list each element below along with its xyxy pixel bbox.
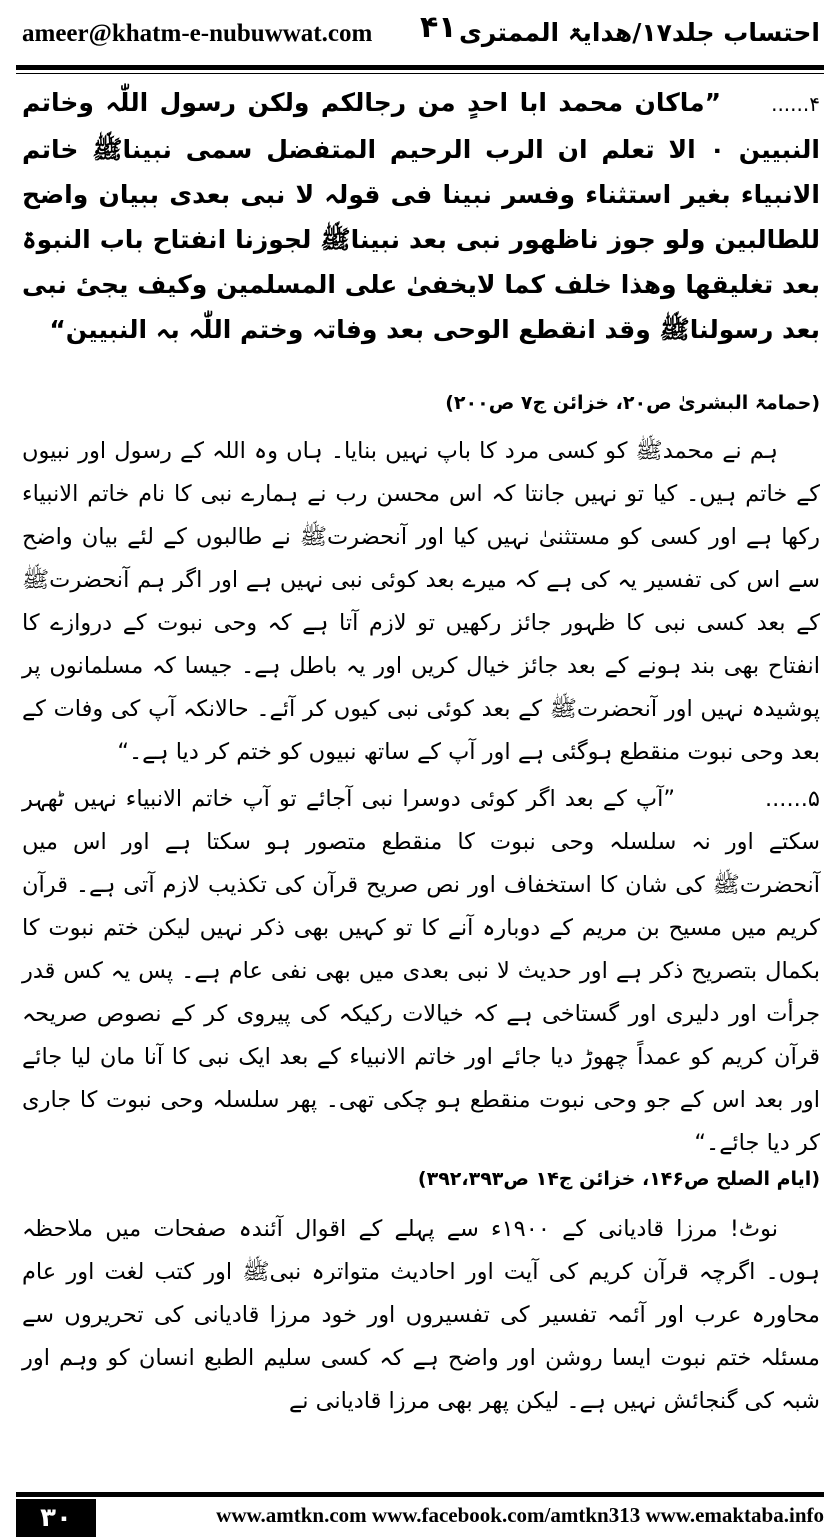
citation-1: (حمامۃ البشریٰ ص۲۰، خزائن ج۷ ص۲۰۰) [445,392,820,414]
urdu-paragraph-1-text: ہم نے محمدﷺ کو کسی مرد کا باپ نہیں بنایا۔ ہاں وہ اللہ کے رسول اور نبیوں کے خاتم ہیں۔ کیا تو نہیں جانتا کہ اس محسن رب نے ہمارے نبی کا نام خاتم الانبیاء رکھا ہے اور کسی کو مستثنیٰ نہیں کیا اور آنحضرتﷺ نے طالبوں کے لئے بیان واضح سے اس کی تفسیر یہ کی ہے کہ میرے بعد کوئی نبی نہیں ہے اور اگر ہم آنحضرتﷺ کے بعد کسی نبی کا ظہور جائز رکھیں تو لازم آتا ہے کہ وحی نبوت کے دروازے کا انفتاح بھی بند ہونے کے بعد جائز خیال کریں اور یہ باطل ہے۔ جیسا کہ مسلمانوں پر پوشیدہ نہیں اور آنحضرتﷺ کے بعد کوئی نبی کیوں کر آئے۔ حالانکہ آپ کی وفات کے بعد وحی نبوت منقطع ہوگئی ہے اور آپ کے ساتھ نبیوں کو ختم کر دیا ہے۔“ [22,438,820,765]
header-email[interactable]: ameer@khatm-e-nubuwwat.com [22,20,373,47]
header-rule-thick [16,65,824,70]
footer-links[interactable]: www.amtkn.com www.facebook.com/amtkn313 www.emaktaba.info [216,1503,824,1527]
urdu-paragraph-2-text: ”آپ کے بعد اگر کوئی دوسرا نبی آجائے تو آپ خاتم الانبیاء نہیں ٹھہر سکتے اور نہ سلسلہ وحی نبوت کا منقطع متصور ہو سکتا ہے اور اس میں آنحضرتﷺ کی شان کا استخفاف اور نص صریح قرآن کی تکذیب لازم آتی ہے۔ قرآن کریم میں مسیح بن مریم کے دوبارہ آنے کا تو کہیں بھی ذکر نہیں لیکن ختم نبوت کا بکمال بتصریح ذکر ہے اور حدیث لا نبی بعدی میں بھی نفی عام ہے۔ پس یہ کس قدر جرأت اور دلیری اور گستاخی ہے کہ خیالات رکیکہ کی پیروی کر کے نصوص صریحہ قرآن کریم کو عمداً چھوڑ دیا جائے اور خاتم الانبیاء کے بعد ایک نبی کا آنا مان لیا جائے اور بعد اس کے جو وحی نبوت منقطع ہو چکی تھی۔ پھر سلسلہ وحی نبوت کا جاری کر دیا جائے۔“ [22,786,820,1156]
header-rule-thin [16,73,824,74]
urdu-paragraph-1 [22,430,820,774]
arabic-quote-marker: ۴...... [771,92,820,116]
page-footer [16,1497,824,1537]
header-page-number: ۴۱ [420,10,457,45]
footer-page-number: ۳۰ [16,1499,96,1537]
note-paragraph-text: نوٹ! مرزا قادیانی کے ۱۹۰۰ء سے پہلے کے اقوال آئندہ صفحات میں ملاحظہ ہوں۔ اگرچہ قرآن کریم کی آیت اور احادیث متواترہ نبیﷺ اور کتب لغت اور عام محاورہ عرب اور آئمہ تفسیر کی تفسیروں اور خود مرزا قادیانی کی تحریروں سے مسئلہ ختم نبوت ایسا روشن اور واضح ہے کہ کسی سلیم الطبع انسان کو وہم اور شبہ کی گنجائش نہیں ہے۔ لیکن پھر بھی مرزا قادیانی نے [22,1216,820,1414]
note-paragraph [22,1208,820,1423]
arabic-quote [22,80,820,352]
arabic-quote-text: ”ماکان محمد ابا احدٍ من رجالکم ولکن رسول اللّٰہ وخاتم النبیین ۰ الا تعلم ان الرب الرحیم المتفضل سمی نبیناﷺ خاتم الانبیاء بغیر استثناء وفسر نبینا فی قولہ لا نبی بعدی ببیان واضح للطالبین ولو جوز ناظھور نبی بعد نبیناﷺ لجوزنا انفتاح باب النبوۃ بعد تغلیقھا وھذا خلف کما لایخفیٰ علی المسلمین وکیف یجیٔ نبی بعد رسولناﷺ وقد انقطع الوحی بعد وفاتہ وختم اللّٰہ بہ النبیین“ [22,88,820,344]
citation-2: (ایام الصلح ص۱۴۶، خزائن ج۱۴ ص۳۹۲،۳۹۳) [417,1168,820,1190]
urdu-paragraph-2-marker: ۵...... [764,786,820,812]
header-book-title: احتساب جلد۱۷/ھدایۃ الممتری [458,18,820,47]
urdu-paragraph-2 [22,778,820,1165]
page-header [16,0,824,72]
